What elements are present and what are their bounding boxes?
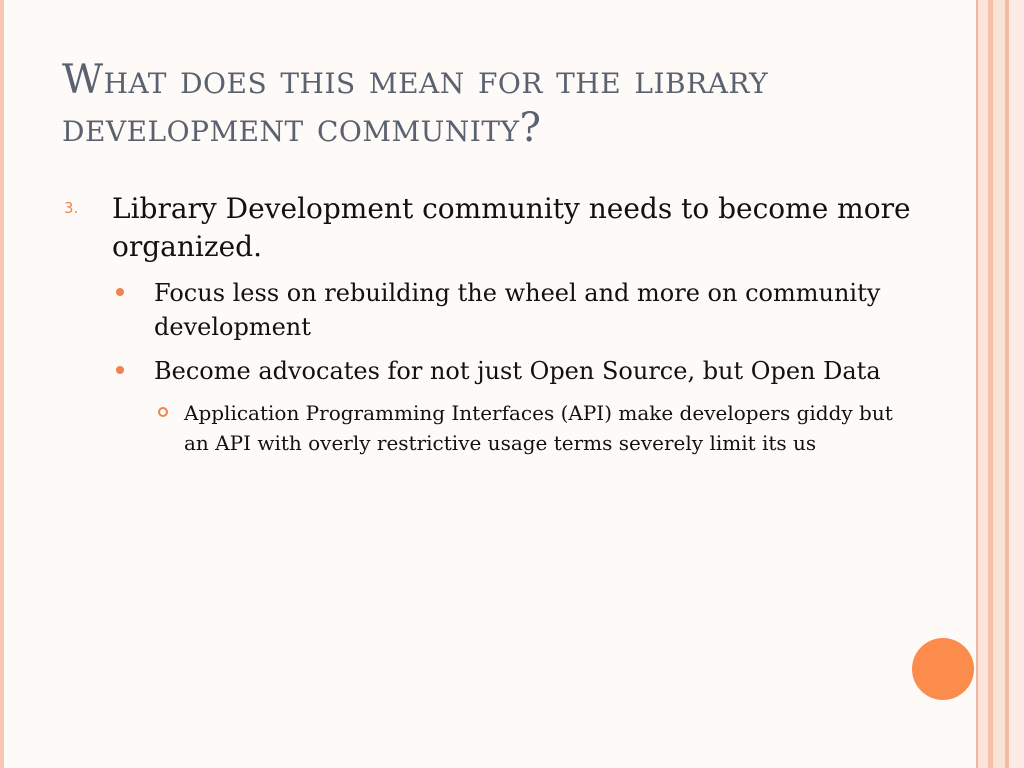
bullet-dot-icon	[116, 288, 124, 296]
right-stripe-decoration	[993, 0, 1005, 768]
bullet-text: Become advocates for not just Open Source, but Open Data	[154, 357, 881, 385]
sub-bullet-item	[154, 398, 922, 458]
bullet-dot-icon	[116, 366, 124, 374]
slide-body	[62, 190, 922, 458]
numbered-item	[62, 190, 922, 266]
bullet-item	[112, 354, 922, 388]
item-text: Library Development community needs to become more organized.	[112, 192, 911, 263]
orange-circle-decoration	[912, 638, 974, 700]
left-border-decoration	[0, 0, 4, 768]
right-stripe-decoration	[978, 0, 988, 768]
item-number: 3.	[64, 199, 79, 217]
sub-bullet-text: Application Programming Interfaces (API) make developers giddy but an API with overly restrictive usage terms severely limit its us	[184, 401, 893, 455]
bullet-item	[112, 276, 922, 344]
bullet-text: Focus less on rebuilding the wheel and more on community development	[154, 279, 881, 341]
slide-title: What does this mean for the library development community?	[62, 57, 769, 151]
ring-bullet-icon	[158, 407, 168, 417]
right-stripe-decoration	[1009, 0, 1024, 768]
